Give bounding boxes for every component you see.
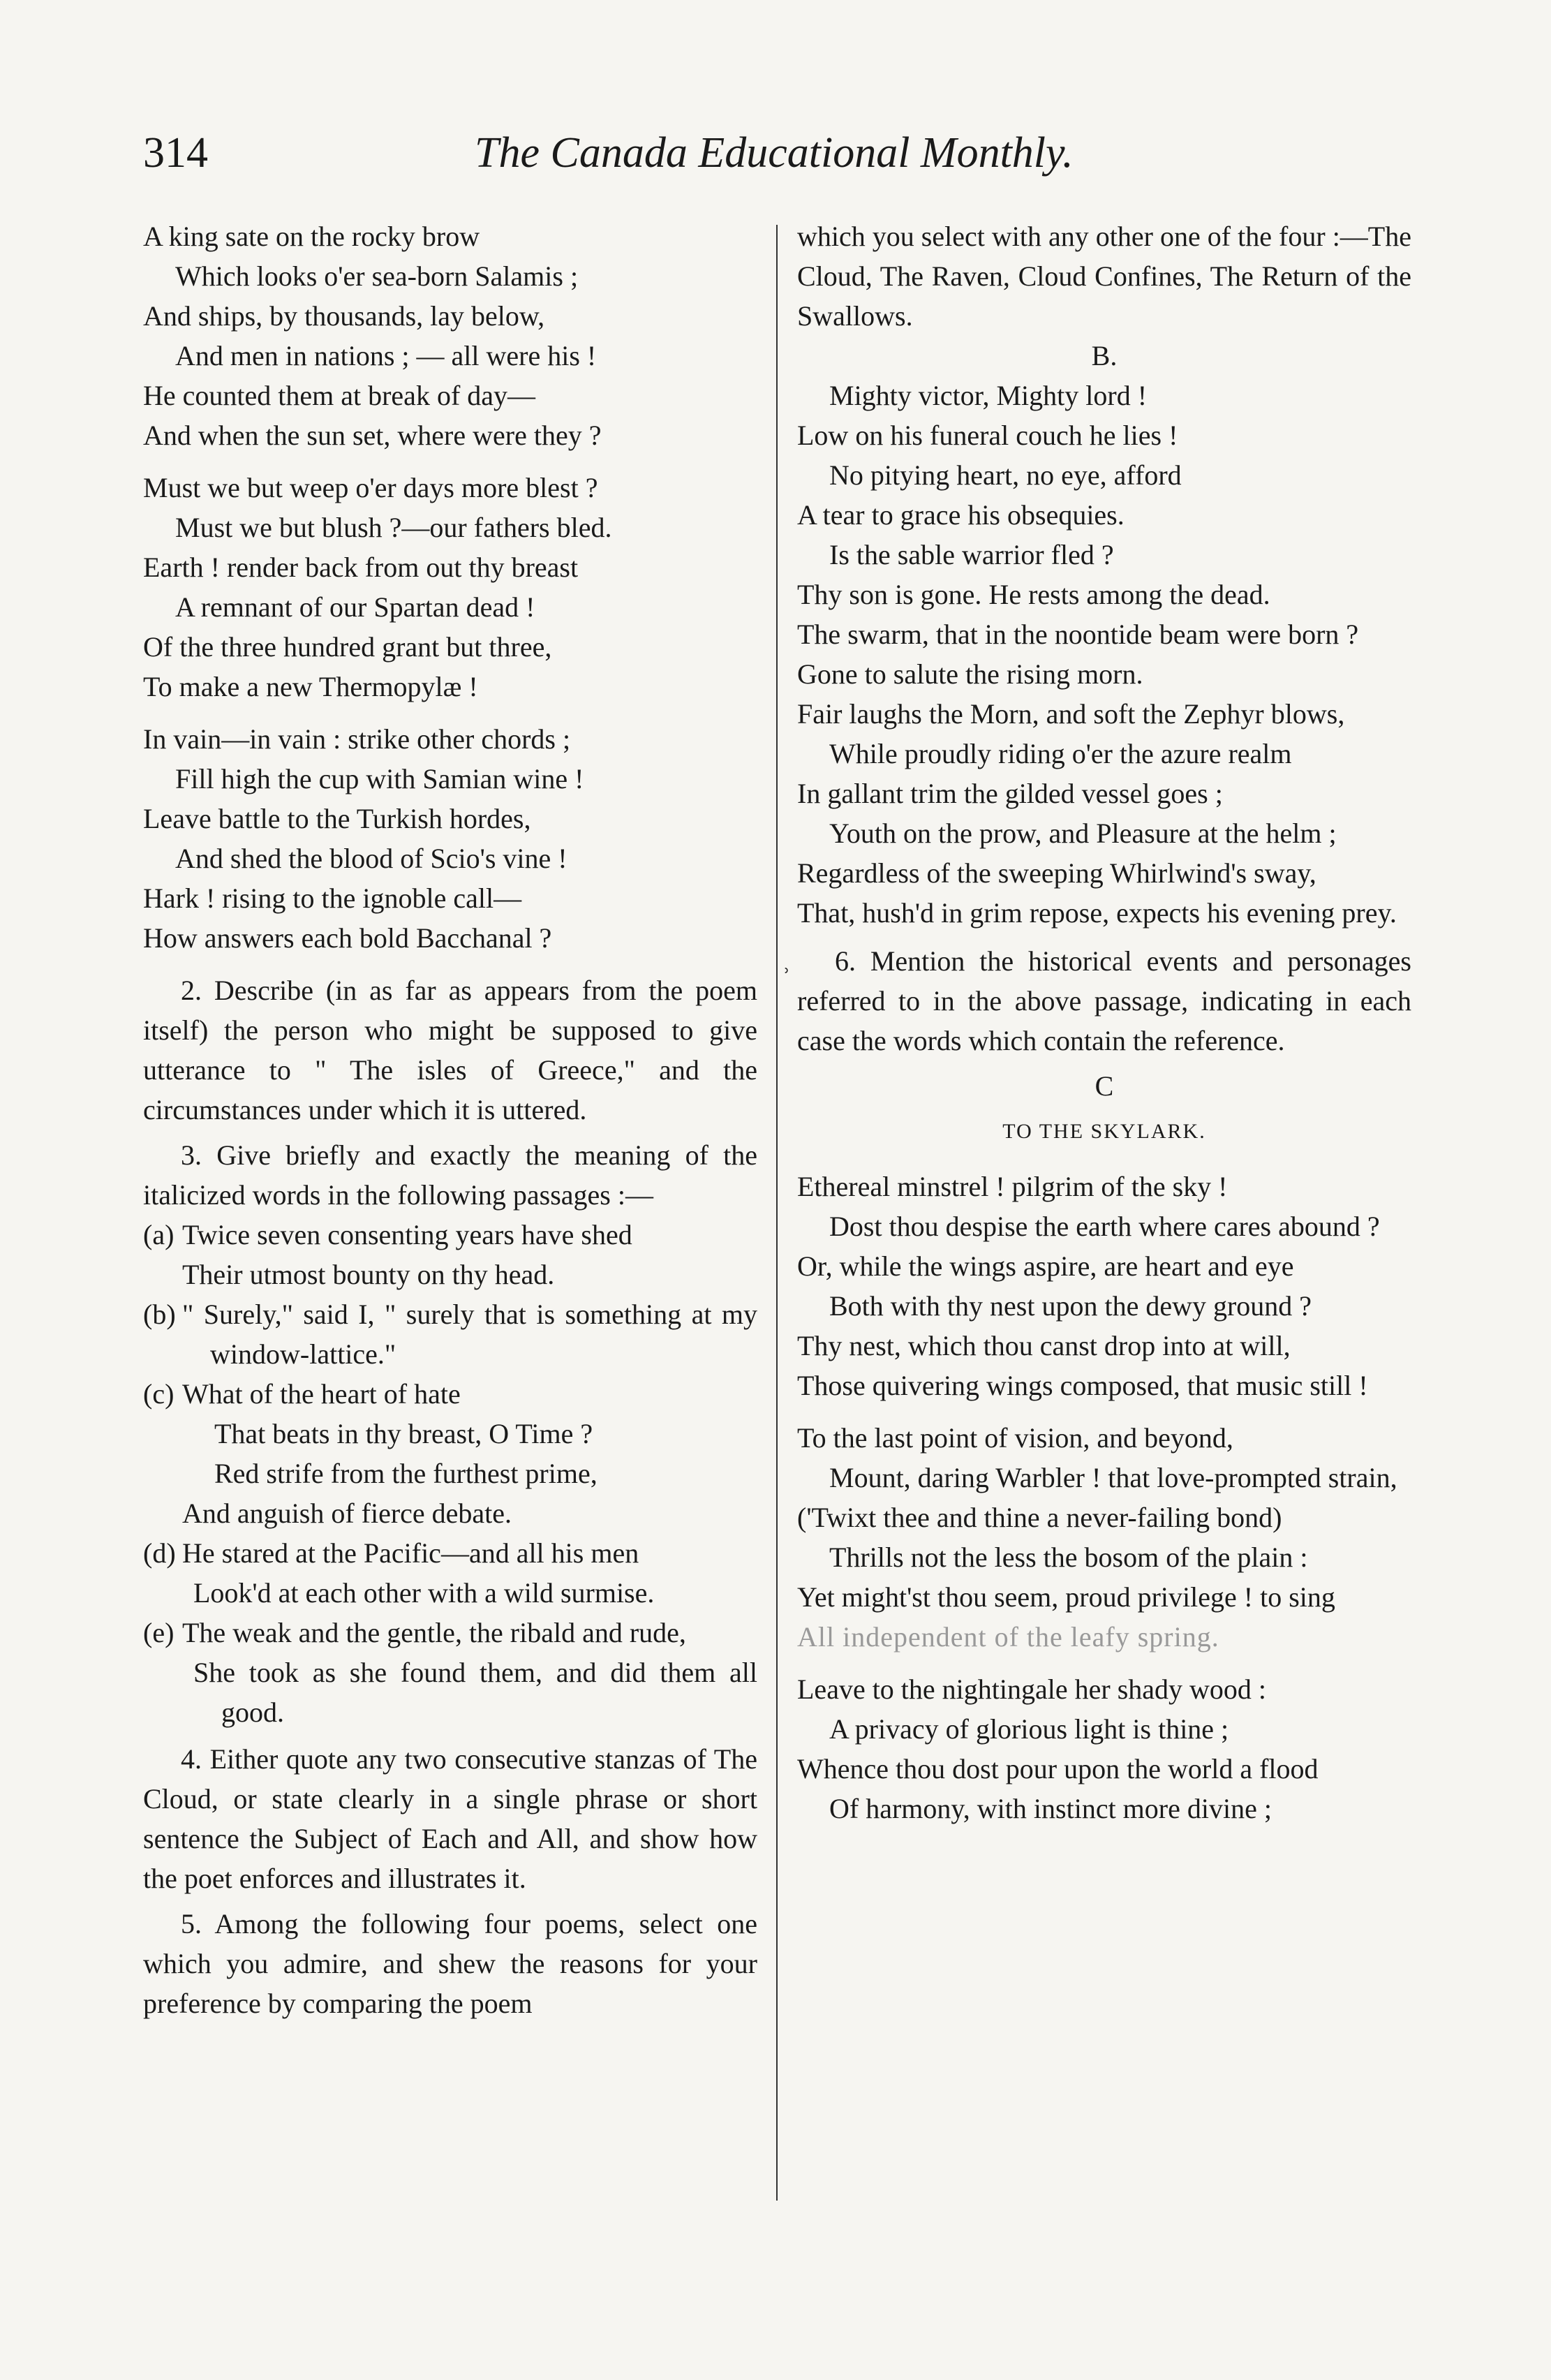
verse-line: Ethereal minstrel ! pilgrim of the sky ! <box>797 1171 1228 1202</box>
verse-line: The swarm, that in the noontide beam were born ? <box>797 619 1359 650</box>
poem-c-stanza-3 <box>797 1669 1411 1828</box>
verse-line: And when the sun set, where were they ? <box>143 420 602 451</box>
right-column <box>797 216 1411 1828</box>
verse-line: ('Twixt thee and thine a never-failing bond) <box>797 1502 1282 1533</box>
passage-c <box>143 1374 757 1533</box>
passage-e <box>143 1613 757 1732</box>
verse-line: Yet might'st thou seem, proud privilege ! to sing <box>797 1581 1335 1613</box>
passage-b <box>143 1294 757 1374</box>
passage-line: Look'd at each other with a wild surmise. <box>193 1577 655 1609</box>
passage-label: (b) <box>143 1299 176 1330</box>
verse-line: Of the three hundred grant but three, <box>143 631 552 663</box>
passage-line: Their utmost bounty on thy head. <box>182 1259 555 1290</box>
verse-line: Fill high the cup with Samian wine ! <box>175 763 584 794</box>
verse-line: Thy son is gone. He rests among the dead. <box>797 579 1270 610</box>
passage-line: That beats in thy breast, O Time ? <box>214 1418 593 1449</box>
verse-line: Mount, daring Warbler ! that love-prompted strain, <box>829 1462 1397 1493</box>
verse-line: Thrills not the less the bosom of the plain : <box>829 1542 1308 1573</box>
verse-line: Must we but weep o'er days more blest ? <box>143 472 598 503</box>
poem-c-stanza-1 <box>797 1167 1411 1405</box>
question-5-continued: which you select with any other one of the four :—The Cloud, The Raven, Cloud Confines, The Return of the Swallows. <box>797 221 1411 332</box>
passage-line: Twice seven consenting years have shed <box>182 1219 632 1250</box>
verse-line: How answers each bold Bacchanal ? <box>143 922 552 954</box>
poem-c-title: TO THE SKYLARK. <box>1002 1120 1206 1143</box>
verse-line: Leave to the nightingale her shady wood : <box>797 1673 1267 1705</box>
passage-label: (c) <box>143 1378 175 1410</box>
verse-line: Low on his funeral couch he lies ! <box>797 420 1178 451</box>
verse-line: Hark ! rising to the ignoble call— <box>143 882 522 914</box>
passage-label: (e) <box>143 1617 175 1648</box>
verse-line: He counted them at break of day— <box>143 380 536 411</box>
verse-line: Leave battle to the Turkish hordes, <box>143 803 531 834</box>
verse-line: Of harmony, with instinct more divine ; <box>829 1793 1272 1824</box>
page-number: 314 <box>143 129 208 177</box>
verse-line: A tear to grace his obsequies. <box>797 499 1125 531</box>
passage-line: " Surely," said I, " surely that is something at my window-lattice." <box>182 1299 757 1370</box>
verse-line: Earth ! render back from out thy breast <box>143 552 579 583</box>
margin-mark: ʾ <box>782 963 792 994</box>
verse-line: Which looks o'er sea-born Salamis ; <box>175 260 579 292</box>
verse-line: Regardless of the sweeping Whirlwind's sway, <box>797 857 1316 889</box>
verse-line: Youth on the prow, and Pleasure at the helm ; <box>829 818 1337 849</box>
verse-line: Thy nest, which thou canst drop into at will, <box>797 1330 1291 1361</box>
section-c-heading: C <box>1094 1070 1114 1102</box>
passage-label: (d) <box>143 1537 176 1569</box>
poem-c-stanza-2 <box>797 1418 1411 1657</box>
verse-line: Gone to salute the rising morn. <box>797 658 1143 690</box>
passage-d <box>143 1533 757 1613</box>
verse-line: Whence thou dost pour upon the world a flood <box>797 1753 1319 1784</box>
passage-line: The weak and the gentle, the ribald and rude, <box>182 1617 686 1648</box>
verse-line: And ships, by thousands, lay below, <box>143 300 545 332</box>
verse-line: And shed the blood of Scio's vine ! <box>175 843 567 874</box>
verse-line: To the last point of vision, and beyond, <box>797 1422 1233 1454</box>
left-column <box>143 216 757 2023</box>
question-6: 6. Mention the historical events and personages referred to in the above passage, indicating in each case the words which contain the reference. <box>797 945 1411 1056</box>
verse-line: A remnant of our Spartan dead ! <box>175 591 535 623</box>
poem-b <box>797 376 1411 933</box>
verse-line: Is the sable warrior fled ? <box>829 539 1114 570</box>
verse-line: Both with thy nest upon the dewy ground ? <box>829 1290 1312 1322</box>
stanza-1 <box>143 216 757 455</box>
passage-line: She took as she found them, and did them all good. <box>193 1657 757 1728</box>
column-divider <box>776 225 778 2201</box>
passage-line: What of the heart of hate <box>182 1378 461 1410</box>
journal-title: The Canada Educational Monthly. <box>475 129 1074 177</box>
verse-line: While proudly riding o'er the azure realm <box>829 738 1292 769</box>
verse-line: In vain—in vain : strike other chords ; <box>143 723 571 755</box>
passage-line: Red strife from the furthest prime, <box>214 1458 598 1489</box>
question-4: 4. Either quote any two consecutive stanzas of The Cloud, or state clearly in a single phrase or short sentence the Subject of Each and All, and show how the poet enforces and illustrates it. <box>143 1743 757 1894</box>
question-5: 5. Among the following four poems, select one which you admire, and shew the reasons for your preference by comparing the poem <box>143 1908 757 2019</box>
passage-label: (a) <box>143 1219 175 1250</box>
verse-line: In gallant trim the gilded vessel goes ; <box>797 778 1223 809</box>
verse-line: Mighty victor, Mighty lord ! <box>829 380 1148 411</box>
section-b-heading: B. <box>1091 340 1118 371</box>
question-3: 3. Give briefly and exactly the meaning of the italicized words in the following passages :— <box>143 1139 757 1211</box>
verse-line: To make a new Thermopylæ ! <box>143 671 478 702</box>
verse-line: A king sate on the rocky brow <box>143 221 480 252</box>
verse-line: And men in nations ; — all were his ! <box>175 340 597 371</box>
verse-line: Fair laughs the Morn, and soft the Zephyr blows, <box>797 698 1345 730</box>
verse-line: Or, while the wings aspire, are heart and eye <box>797 1250 1294 1282</box>
verse-line: That, hush'd in grim repose, expects his evening prey. <box>797 897 1397 929</box>
verse-line: Must we but blush ?—our fathers bled. <box>175 512 612 543</box>
verse-line: Dost thou despise the earth where cares abound ? <box>829 1211 1380 1242</box>
verse-line: Those quivering wings composed, that music still ! <box>797 1370 1368 1401</box>
verse-line: No pitying heart, no eye, afford <box>829 459 1182 491</box>
question-2: 2. Describe (in as far as appears from the poem itself) the person who might be supposed to give utterance to " The isles of Greece," and the circumstances under which it is uttered. <box>143 975 757 1125</box>
passage-line: And anguish of fierce debate. <box>182 1498 512 1529</box>
passage-a <box>143 1215 757 1294</box>
stanza-2 <box>143 468 757 707</box>
verse-line: A privacy of glorious light is thine ; <box>829 1713 1229 1745</box>
passage-line: He stared at the Pacific—and all his men <box>182 1537 639 1569</box>
stanza-3 <box>143 719 757 958</box>
verse-line: All independent of the leafy spring. <box>797 1621 1219 1653</box>
